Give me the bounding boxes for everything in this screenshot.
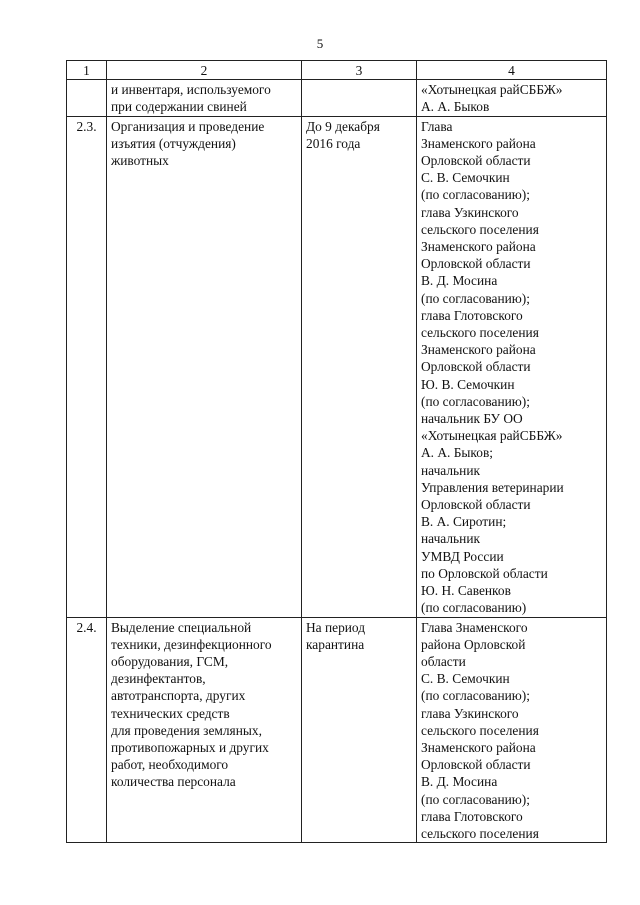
action-line: животных (111, 153, 169, 169)
action-line: автотранспорта, других (111, 688, 246, 704)
header-col-4: 4 (417, 61, 607, 80)
action-line: Выделение специальной (111, 619, 252, 635)
deadline-line: На период (306, 619, 366, 635)
action-line: техники, дезинфекционного (111, 636, 272, 652)
responsible-line: сельского поселения (421, 825, 539, 841)
action-line: технических средств (111, 705, 230, 721)
responsible-line: А. А. Быков; (421, 445, 493, 461)
responsible-line: (по согласованию); (421, 393, 530, 409)
measures-table (66, 60, 607, 843)
responsible-line: Управления ветеринарии (421, 479, 564, 495)
responsible-line: начальник (421, 531, 480, 547)
responsible-line: Орловской области (421, 757, 531, 773)
deadline-cell (302, 80, 417, 116)
header-col-1: 1 (67, 61, 107, 80)
action-line: количества персонала (111, 774, 236, 790)
responsible-line: (по согласованию); (421, 290, 530, 306)
responsible-line: начальник (421, 462, 480, 478)
responsible-line: области (421, 653, 466, 669)
action-line: для проведения земляных, (111, 722, 262, 738)
responsible-line: Знаменского района (421, 342, 536, 358)
action-line: дезинфектантов, (111, 671, 206, 687)
responsible-line: глава Глотовского (421, 808, 523, 824)
responsible-line: Орловской области (421, 153, 531, 169)
action-cell (107, 116, 302, 617)
header-col-2: 2 (107, 61, 302, 80)
responsible-cell (417, 617, 607, 843)
responsible-line: Ю. Н. Савенков (421, 583, 511, 599)
action-line: и инвентаря, используемого (111, 82, 271, 98)
responsible-line: сельского поселения (421, 221, 539, 237)
deadline-line: карантина (306, 636, 365, 652)
responsible-line: Глава Знаменского (421, 619, 528, 635)
responsible-cell (417, 116, 607, 617)
item-number-cell (67, 80, 107, 116)
responsible-line: района Орловской (421, 636, 526, 652)
responsible-line: сельского поселения (421, 325, 539, 341)
deadline-line: До 9 декабря (306, 118, 380, 134)
responsible-line: Орловской области (421, 359, 531, 375)
responsible-line: (по согласованию); (421, 791, 530, 807)
deadline-cell (302, 617, 417, 843)
responsible-line: глава Глотовского (421, 307, 523, 323)
responsible-line: Знаменского района (421, 739, 536, 755)
responsible-line: Знаменского района (421, 135, 536, 151)
responsible-line: В. Д. Мосина (421, 774, 498, 790)
responsible-line: В. А. Сиротин; (421, 514, 507, 530)
action-line: работ, необходимого (111, 757, 229, 773)
table-header-row (67, 61, 607, 80)
responsible-cell (417, 80, 607, 116)
responsible-line: УМВД России (421, 548, 504, 564)
responsible-line: Орловской области (421, 497, 531, 513)
responsible-line: Орловской области (421, 256, 531, 272)
action-line: оборудования, ГСМ, (111, 653, 229, 669)
responsible-line: С. В. Семочкин (421, 170, 510, 186)
item-number-cell: 2.4. (67, 617, 107, 843)
responsible-line: (по согласованию); (421, 187, 530, 203)
table-row (67, 116, 607, 617)
responsible-line: (по согласованию) (421, 600, 527, 616)
responsible-line: начальник БУ ОО (421, 411, 523, 427)
header-col-3: 3 (302, 61, 417, 80)
action-cell (107, 617, 302, 843)
responsible-line: Глава (421, 118, 453, 134)
action-line: изъятия (отчуждения) (111, 135, 236, 151)
responsible-line: сельского поселения (421, 722, 539, 738)
action-line: при содержании свиней (111, 99, 247, 115)
responsible-line: по Орловской области (421, 565, 548, 581)
responsible-line: Ю. В. Семочкин (421, 376, 515, 392)
deadline-cell (302, 116, 417, 617)
responsible-line: В. Д. Мосина (421, 273, 498, 289)
item-number-cell: 2.3. (67, 116, 107, 617)
page-number: 5 (316, 36, 324, 51)
responsible-line: «Хотынецкая райСББЖ» (421, 428, 563, 444)
action-line: противопожарных и других (111, 739, 269, 755)
action-line: Организация и проведение (111, 118, 265, 134)
action-cell (107, 80, 302, 116)
responsible-line: Знаменского района (421, 239, 536, 255)
responsible-line: глава Узкинского (421, 705, 519, 721)
responsible-line: А. А. Быков (421, 99, 490, 115)
table-row (67, 80, 607, 116)
responsible-line: глава Узкинского (421, 204, 519, 220)
responsible-line: С. В. Семочкин (421, 671, 510, 687)
responsible-line: «Хотынецкая райСББЖ» (421, 82, 563, 98)
deadline-line: 2016 года (306, 135, 361, 151)
table-row (67, 617, 607, 843)
responsible-line: (по согласованию); (421, 688, 530, 704)
